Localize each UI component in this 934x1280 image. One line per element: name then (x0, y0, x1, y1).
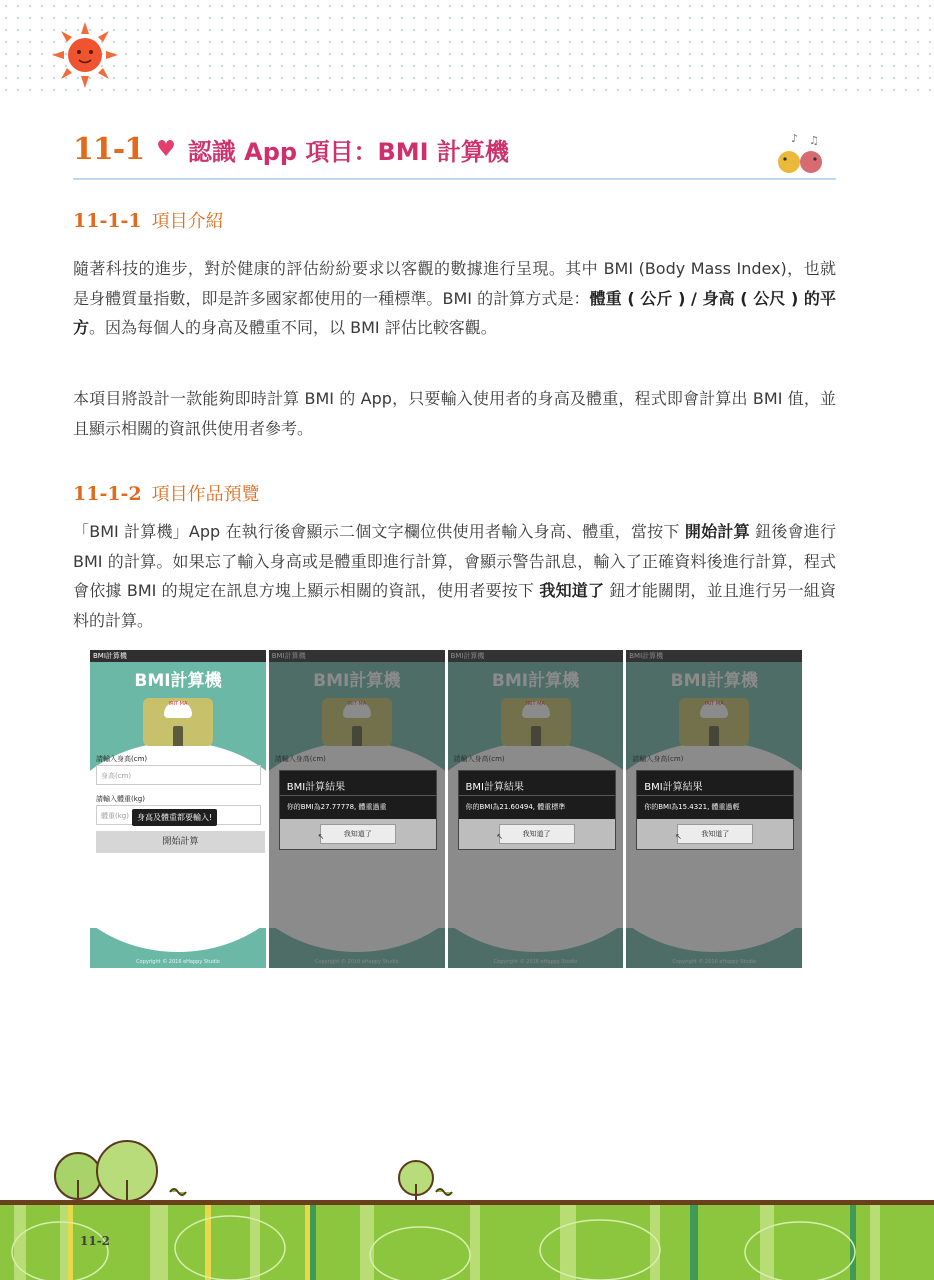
dotted-header-band (0, 0, 934, 95)
section-title: 認識 App 項目：BMI 計算機 (187, 138, 509, 166)
birds-music-icon (765, 130, 835, 176)
scale-icon: IRIT MA (143, 698, 213, 746)
app-screenshots (90, 650, 802, 968)
cursor-icon: ↖ (496, 832, 504, 841)
app-title: BMI計算機 (134, 671, 222, 691)
ok-button[interactable]: 我知道了 (320, 824, 396, 844)
dialog-message: 你的BMI為27.77778, 體重過重 (286, 803, 387, 811)
paragraph-project-goal: 本項目將設計一款能夠即時計算 BMI 的 App，只要輸入使用者的身高及體重，程式即會計算出 BMI 值，並且顯示相關的資訊供使用者參考。 (73, 389, 836, 438)
tree-decoration-icon (0, 1140, 934, 1202)
svg-text:♫: ♫ (809, 134, 819, 147)
page-number: 11-2 (80, 1234, 111, 1248)
section-divider (73, 178, 836, 180)
paragraph-bmi-intro (73, 254, 836, 343)
sun-mascot-icon (50, 20, 120, 90)
bmi-formula: 體重 ( 公斤 ) / 身高 ( 公尺 ) 的平方 (73, 288, 836, 337)
dialog-message: 你的BMI為15.4321, 體重過輕 (644, 803, 740, 811)
paragraph-text: 隨著科技的進步，對於健康的評估紛紛要求以客觀的數據進行呈現。其中 BMI (Body Mass Index)，也就是身體質量指數，即是許多國家都使用的一種標準。BMI 的計算方式是： (73, 259, 836, 308)
subsection-heading-intro (73, 207, 224, 233)
dialog-title: BMI計算結果 (286, 782, 346, 793)
ok-button[interactable]: 我知道了 (499, 824, 575, 844)
paragraph-text: 「BMI 計算機」App 在執行後會顯示二個文字欄位供使用者輸入身高、體重，當按下 (73, 522, 685, 541)
status-bar: BMI計算機 (90, 650, 266, 662)
copyright-text: Copyright © 2016 eHappy Studio (136, 959, 220, 965)
ok-button-reference: 我知道了 (539, 581, 605, 600)
height-label: 請輸入身高(cm) (96, 755, 148, 763)
heart-icon: ♥ (156, 137, 176, 162)
app-screenshot-result-underweight (626, 650, 802, 968)
app-screenshot-input (90, 650, 266, 968)
app-screenshot-result-normal (448, 650, 624, 968)
result-dialog (279, 770, 437, 850)
dialog-title: BMI計算結果 (465, 782, 524, 793)
weight-label: 請輸入體重(kg) (96, 795, 145, 803)
dialog-title: BMI計算結果 (644, 782, 703, 793)
cursor-icon: ↖ (675, 832, 682, 841)
subsection-title: 項目作品預覽 (151, 484, 260, 505)
subsection-heading-preview (73, 480, 260, 506)
dialog-message: 你的BMI為21.60494, 體重標準 (465, 803, 566, 811)
svg-text:♪: ♪ (791, 132, 799, 145)
paragraph-preview-description (73, 517, 836, 635)
section-number: 11-1 (73, 132, 145, 167)
subsection-title: 項目介紹 (151, 211, 224, 232)
result-dialog (636, 770, 794, 850)
start-calculate-button[interactable]: 開始計算 (96, 831, 265, 853)
paragraph-text: 鈕才能關閉，並且進行另一組資料的計算。 (73, 581, 836, 630)
paragraph-text: 。因為每個人的身高及體重不同，以 BMI 評估比較客觀。 (89, 318, 497, 337)
section-heading (73, 132, 509, 167)
result-dialog (458, 770, 616, 850)
footer-grass-band (0, 1200, 934, 1280)
app-screenshot-result-overweight (269, 650, 445, 968)
ok-button[interactable]: 我知道了 (677, 824, 753, 844)
subsection-number: 11-1-2 (73, 483, 142, 505)
start-button-reference: 開始計算 (684, 522, 750, 541)
cursor-icon: ↖ (317, 832, 325, 841)
height-input[interactable]: 身高(cm) (96, 765, 261, 785)
paragraph-text: 鈕後會進行 BMI 的計算。如果忘了輸入身高或是體重即進行計算，會顯示警告訊息，輸入了正確資料後進行計算，程式會依據 BMI 的規定在訊息方塊上顯示相關的資訊，使用者要按下 (73, 522, 836, 600)
weight-input[interactable]: 體重(kg) (96, 805, 261, 825)
warning-toast: 身高及體重都要輸入! (132, 809, 217, 826)
subsection-number: 11-1-1 (73, 210, 142, 232)
